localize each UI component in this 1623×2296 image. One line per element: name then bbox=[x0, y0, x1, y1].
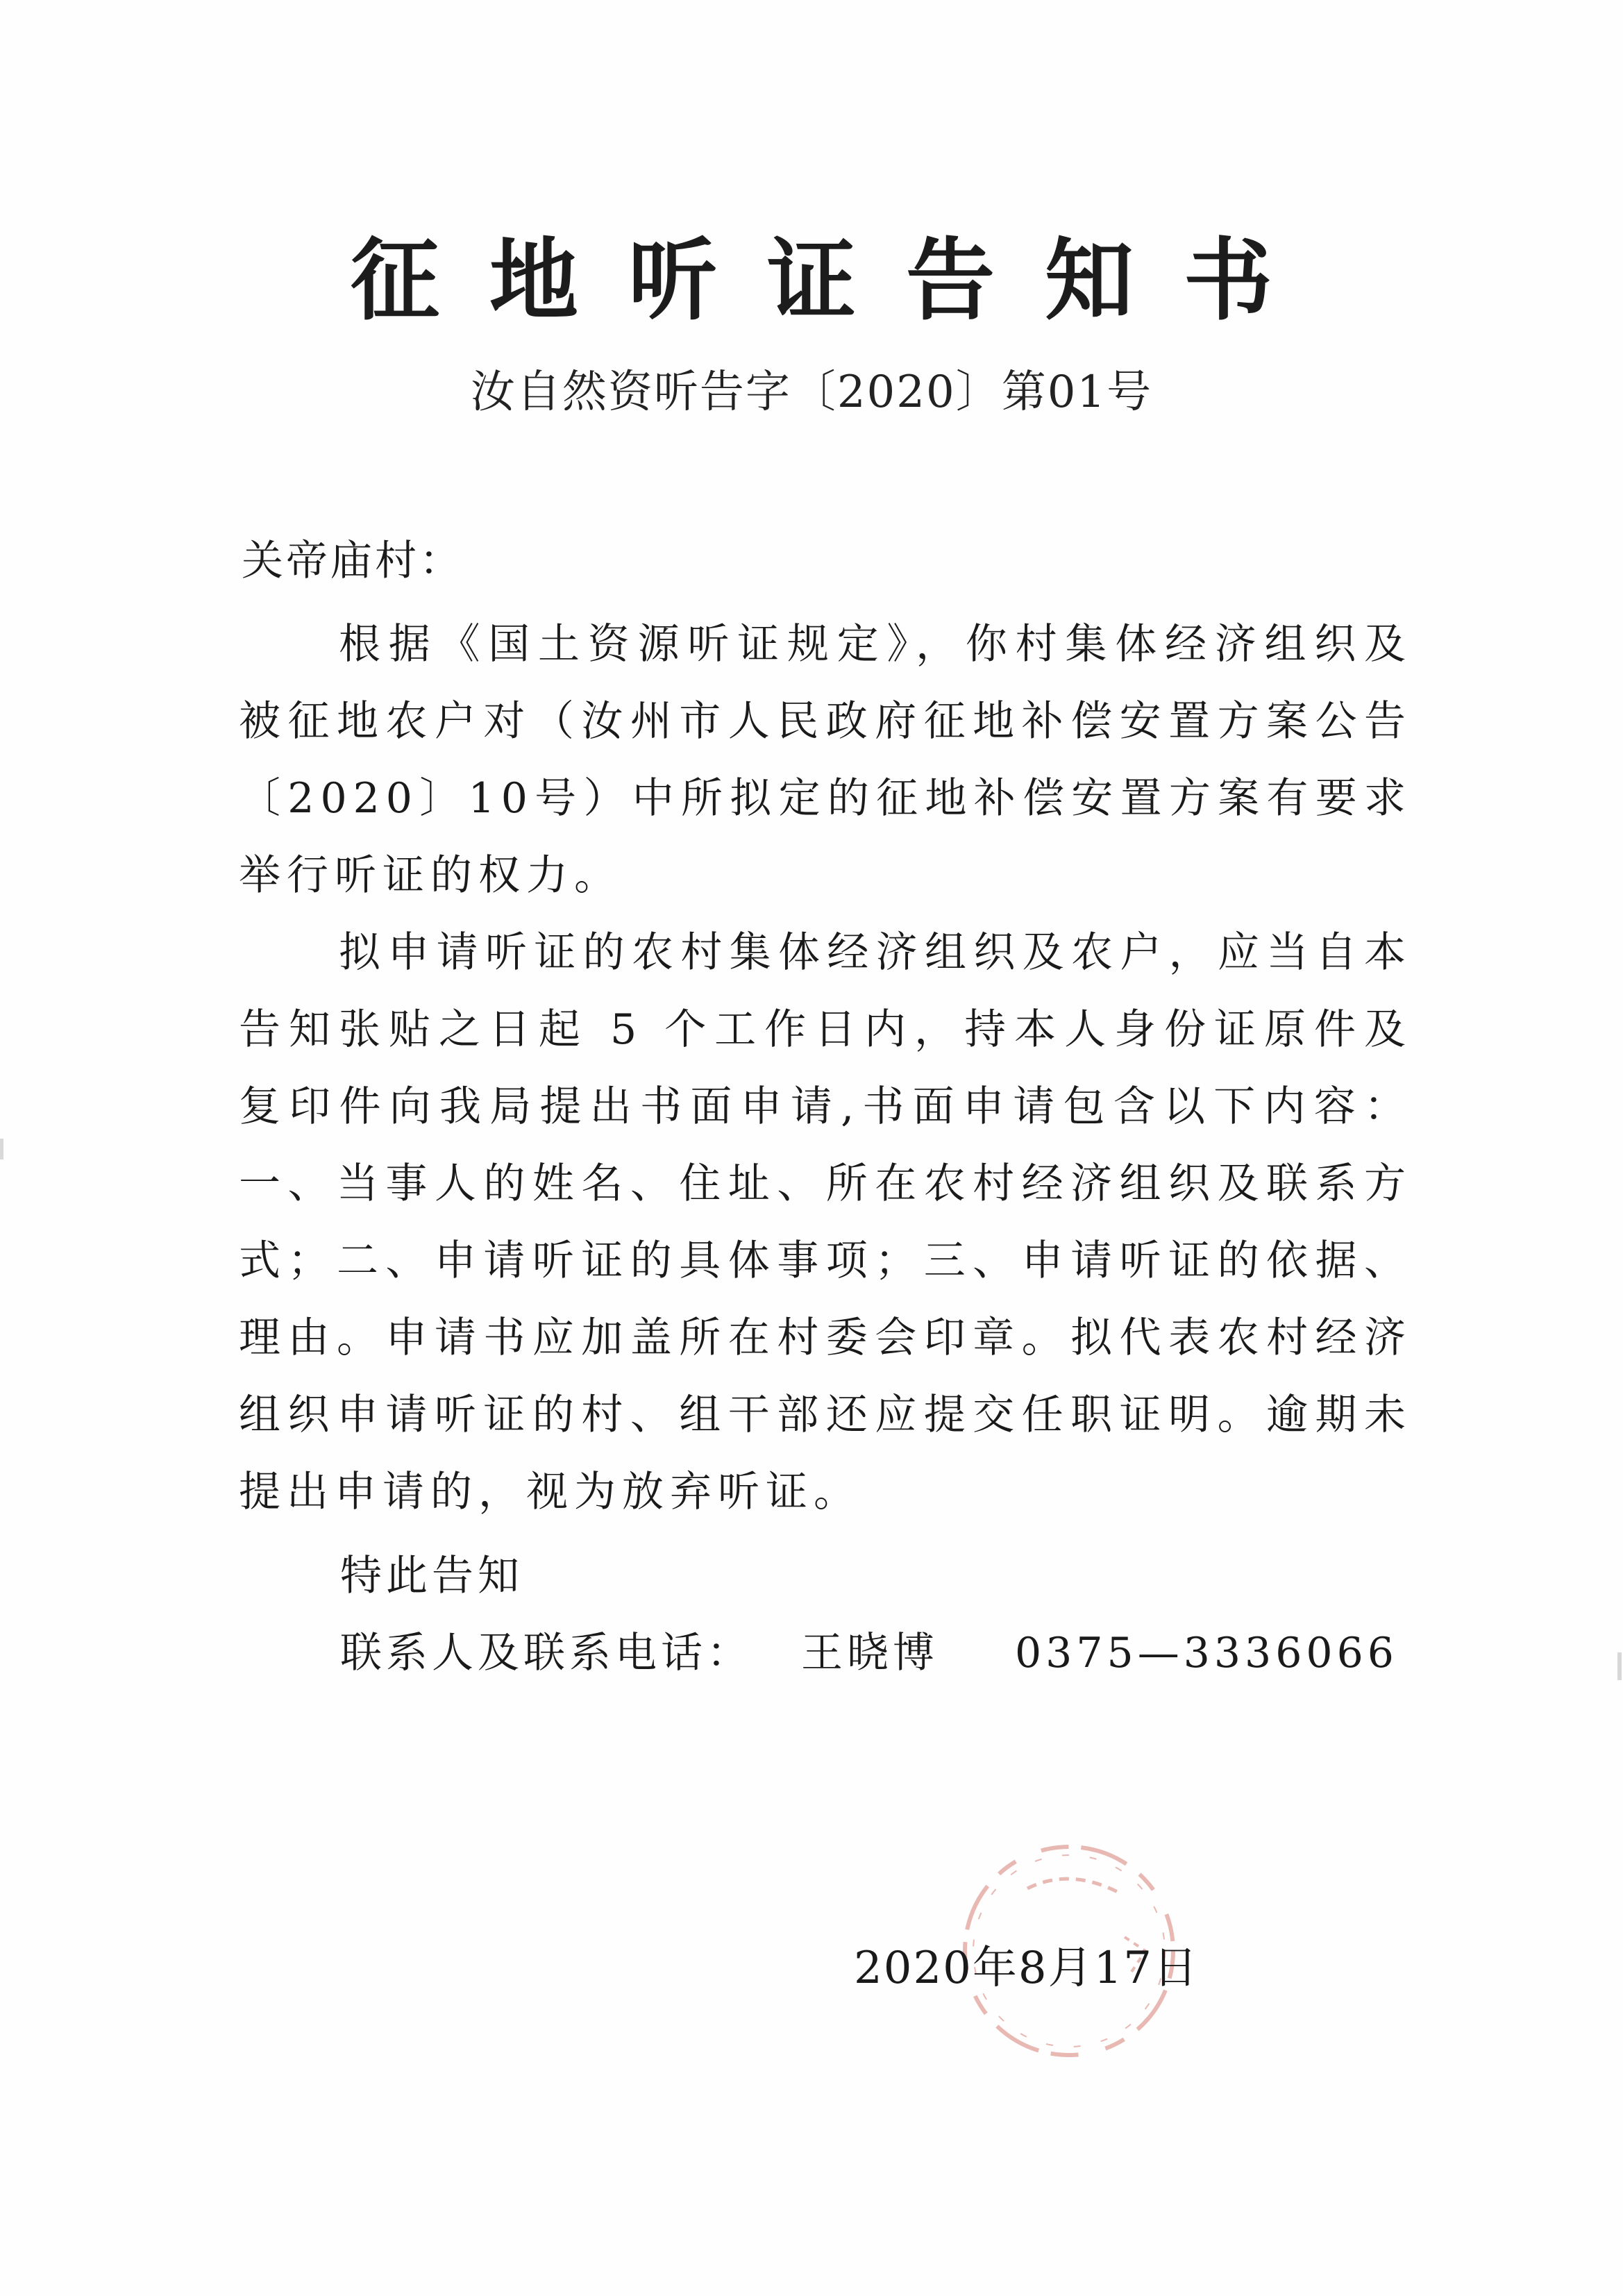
scan-edge-mark bbox=[1617, 1652, 1622, 1680]
contact-label: 联系人及联系电话： bbox=[340, 1629, 752, 1677]
scan-edge-mark bbox=[0, 1139, 3, 1159]
document-date: 2020年8月17日 bbox=[854, 1943, 1200, 1994]
addressee: 关帝庙村： bbox=[242, 537, 464, 585]
contact-line bbox=[340, 1615, 1398, 1692]
document-title: 征地听证告知书 bbox=[350, 229, 1322, 333]
contact-phone: 0375—3336066 bbox=[1015, 1629, 1398, 1677]
document-number: 汝自然资听告字〔2020〕第01号 bbox=[470, 367, 1153, 418]
contact-name: 王晓博 bbox=[801, 1629, 939, 1677]
body-paragraph: 拟申请听证的农村集体经济组织及农户，应当自本告知张贴之日起 5 个工作日内，持本人身份证原件及复印件向我局提出书面申请,书面申请包含以下内容：一、当事人的姓名、住址、所在农村经济组织及联系方式；二、申请听证的具体事项；三、申请听证的依据、理由。申请书应加盖所在村委会印章。拟代表农村经济组织申请听证的村、组干部还应提交任职证明。逾期未提出申请的，视为放弃听证。 bbox=[239, 928, 1412, 1516]
closing-line: 特此告知 bbox=[340, 1552, 523, 1600]
body-paragraph: 根据《国土资源听证规定》，你村集体经济组织及被征地农户对（汝州市人民政府征地补偿安置方案公告〔2020〕10号）中所拟定的征地补偿安置方案有要求举行听证的权力。 bbox=[239, 620, 1412, 900]
document-body bbox=[239, 606, 1412, 1531]
